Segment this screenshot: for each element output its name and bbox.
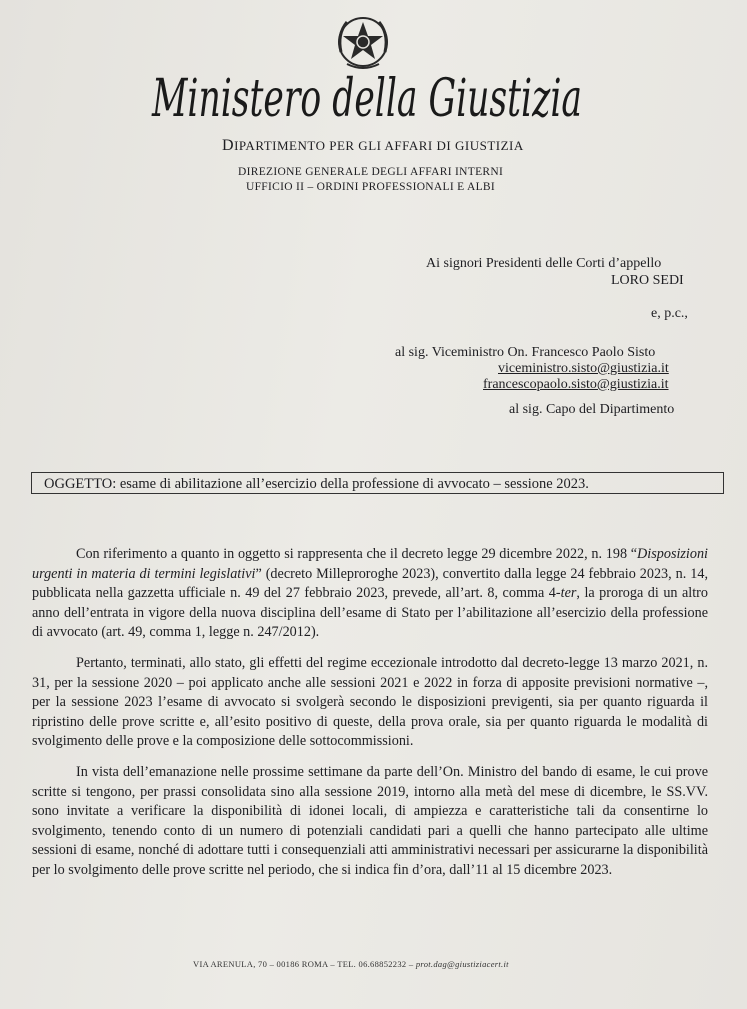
footer-email[interactable]: prot.dag@giustiziacert.it bbox=[415, 959, 509, 969]
body-paragraph-1: Con riferimento a quanto in oggetto si rappresenta che il decreto legge 29 dicembre 2022, n. 198 “Disposizioni urgenti in materia di termini legislativi” (decreto Milleproroghe 2023), convertito dalla legge 24 febbraio 2023, n. 14, pubblicata nella gazzetta ufficiale n. 49 del 27 febbraio 2023, prevede, all’art. 8, comma 4-ter, la proroga di un altro anno dell’entrata in vigore della nuova disciplina dell’esame di Stato per l’abilitazione all’esercizio della professione di avvocato (art. 49, comma 1, legge n. 247/2012). bbox=[32, 546, 708, 641]
ministry-name-text: Ministero della Giustizia bbox=[151, 69, 582, 129]
footer-address: VIA ARENULA, 70 – 00186 ROMA – TEL. 06.68852232 – prot.dag@giustiziacert.it bbox=[193, 959, 509, 969]
recipient-department-head: al sig. Capo del Dipartimento bbox=[509, 402, 675, 417]
ministry-name-logo bbox=[148, 60, 588, 140]
subject-line: OGGETTO: esame di abilitazione all’esercizio della professione di avvocato – sessione 2023. bbox=[44, 476, 589, 492]
recipient-viceminister: al sig. Viceministro On. Francesco Paolo Sisto bbox=[395, 345, 656, 360]
recipient-seats: LORO SEDI bbox=[611, 273, 684, 288]
recipient-presidents: Ai signori Presidenti delle Corti d’appello bbox=[426, 256, 662, 271]
office-name: UFFICIO II – ORDINI PROFESSIONALI E ALBI bbox=[246, 181, 496, 193]
directorate-name: DIREZIONE GENERALE DEGLI AFFARI INTERNI bbox=[238, 166, 504, 178]
department-name: DIPARTIMENTO PER GLI AFFARI DI GIUSTIZIA bbox=[222, 137, 524, 154]
viceminister-email-2[interactable]: francescopaolo.sisto@giustizia.it bbox=[483, 377, 669, 392]
department-text: IPARTIMENTO PER GLI AFFARI DI GIUSTIZIA bbox=[234, 138, 524, 153]
body-paragraph-2: Pertanto, terminati, allo stato, gli effetti del regime eccezionale introdotto dal decreto-legge 13 marzo 2021, n. 31, per la sessione 2020 – poi applicato anche alle sessioni 2021 e 2022 in forza di apposite previsioni normative –, per la sessione 2023 l’esame di avvocato si svolgerà secondo le disposizioni previgenti, sia per quanto riguarda il ripristino delle prove scritte e, all’esito positivo di queste, della prova orale, sia per quanto riguarda le modalità di svolgimento delle prove e la composizione delle sottocommissioni. bbox=[32, 654, 708, 750]
letter-body bbox=[32, 545, 708, 892]
body-paragraph-3: In vista dell’emanazione nelle prossime settimane da parte dell’On. Ministro del bando di esame, le cui prove scritte si tengono, per prassi consolidata sino alla sessione 2019, intorno alla metà del mese di dicembre, le SS.VV. sono invitate a verificare la disponibilità di idonei locali, di ampiezza e caratteristiche tali da consentirne lo svolgimento, tenendo conto di un numero di potenziali candidati pari a quelli che hanno partecipato alle ultime sessioni di esame, nonché di adottare tutti i consequenziali atti amministrativi necessari per assicurarne la disponibilità per lo svolgimento delle prove scritte nel periodo, che si indica fin d’ora, dall’11 al 15 dicembre 2023. bbox=[32, 763, 708, 878]
viceminister-email-1[interactable]: viceministro.sisto@giustizia.it bbox=[498, 361, 669, 376]
cc-label: e, p.c., bbox=[651, 306, 688, 321]
